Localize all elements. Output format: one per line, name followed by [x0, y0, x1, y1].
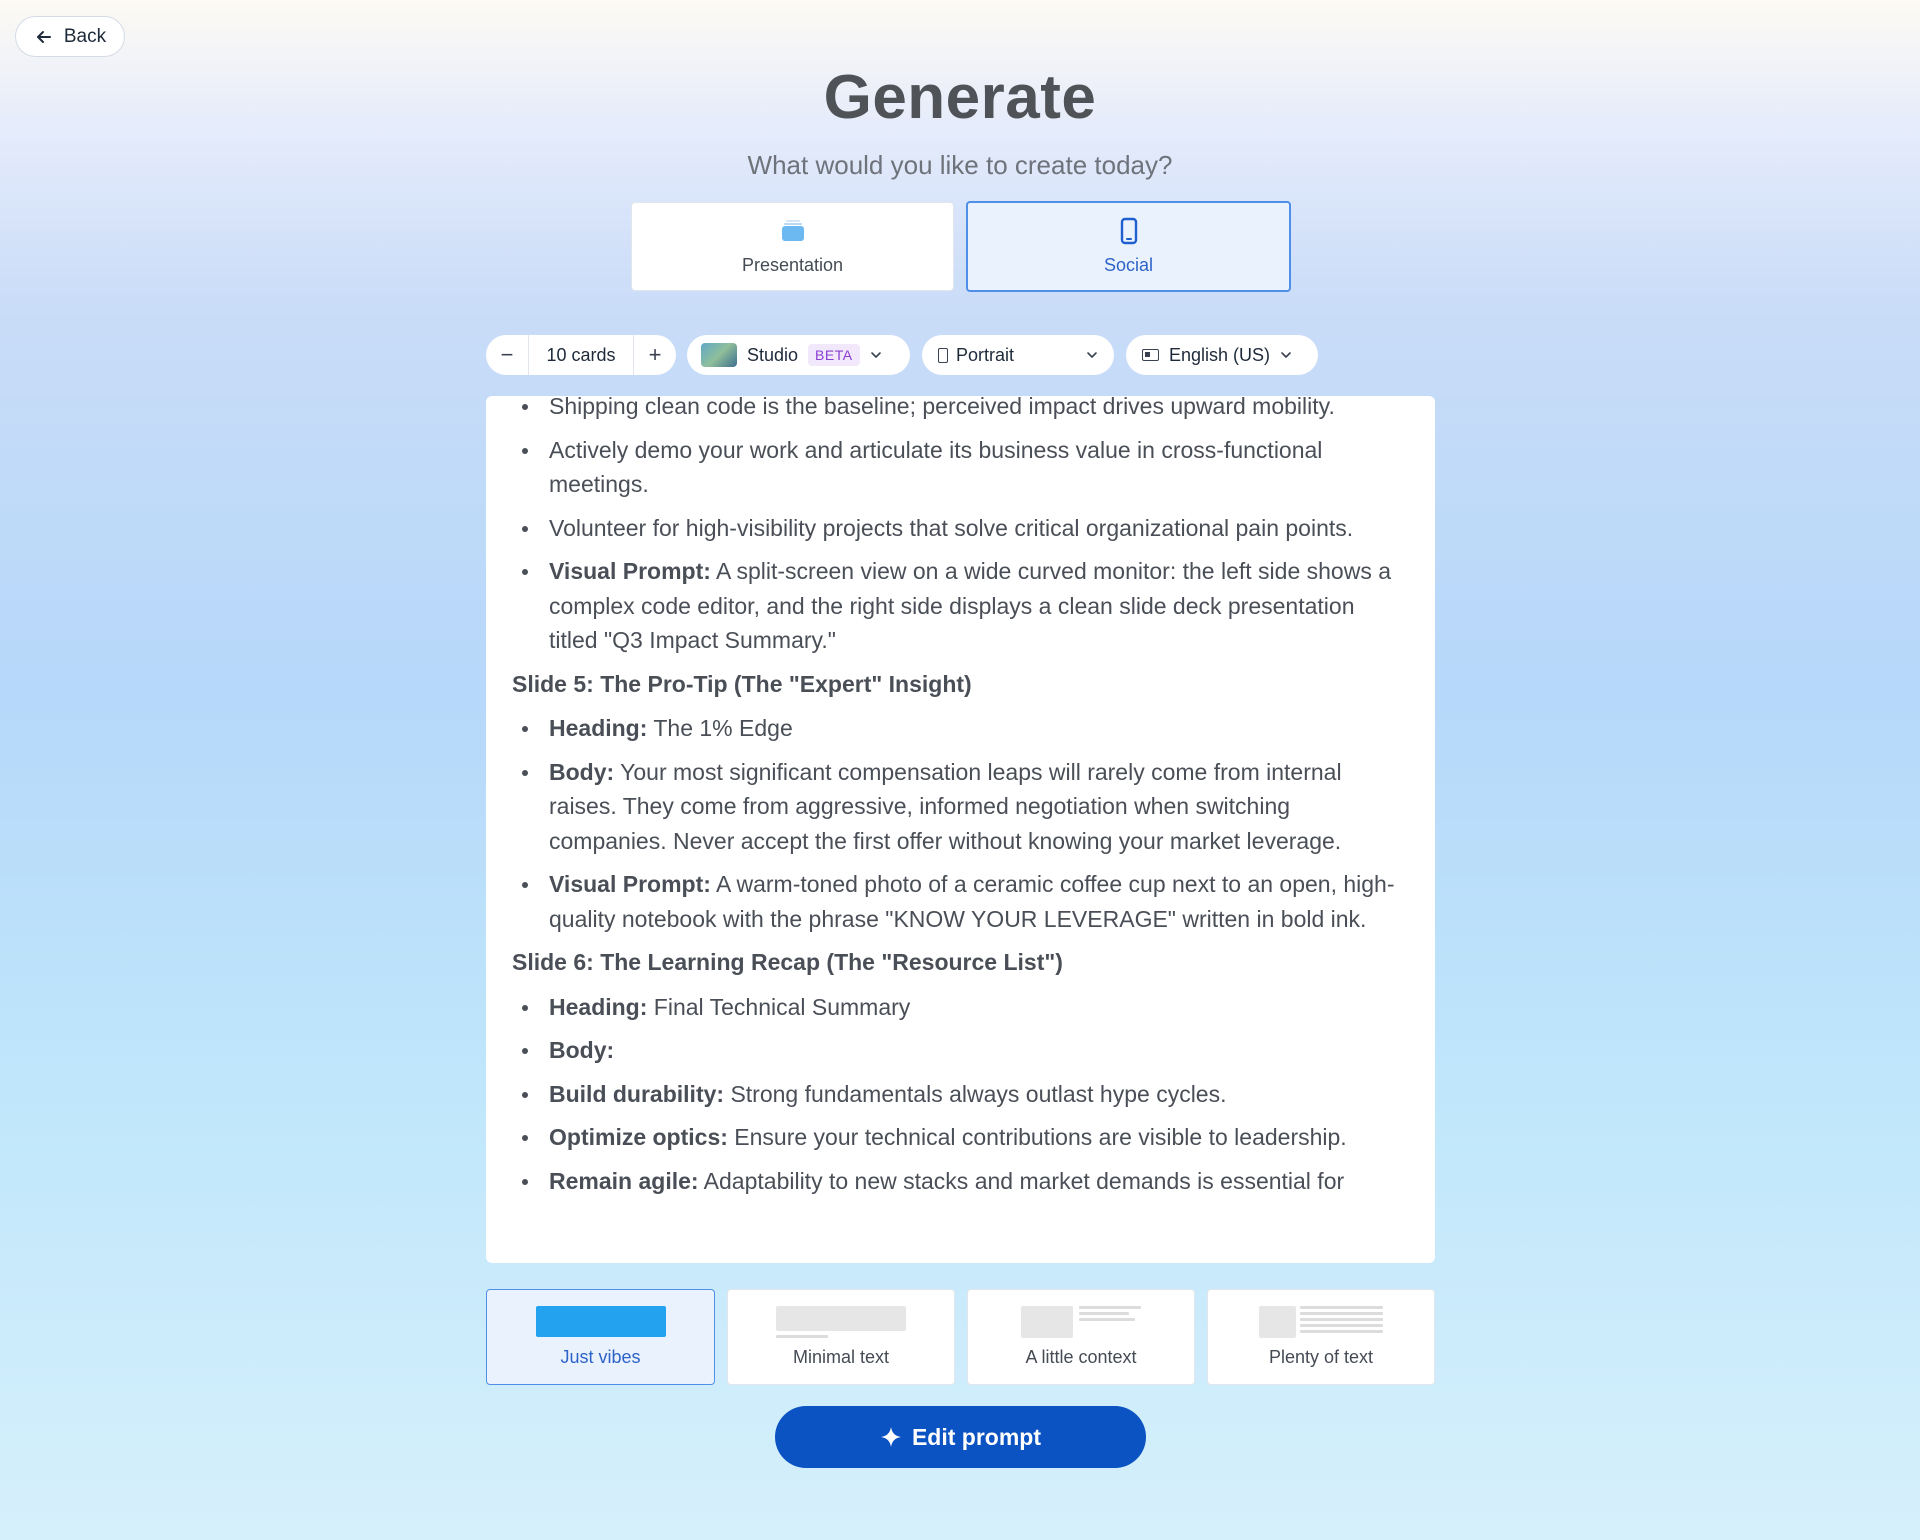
type-social-label: Social: [1103, 255, 1154, 275]
back-label: Back: [63, 25, 107, 47]
chevron-down-icon: [1086, 349, 1098, 361]
density-little-context-option[interactable]: [967, 1289, 1195, 1385]
plenty-of-text-preview: [1259, 1306, 1383, 1338]
language-icon: [1142, 349, 1159, 361]
format-label: Portrait: [956, 344, 1015, 365]
studio-thumbnail: [701, 343, 737, 367]
list-item: [512, 554, 1409, 658]
density-label: A little context: [1025, 1347, 1137, 1367]
portrait-icon: [938, 348, 948, 363]
arrow-left-icon: [34, 27, 54, 47]
item-text: Strong fundamentals always outlast hype cycles.: [724, 1080, 1227, 1107]
visual-prompt-label: Visual Prompt:: [549, 871, 711, 897]
minimal-text-preview: [776, 1306, 906, 1338]
sparkle-icon: [880, 1426, 902, 1448]
heading-text: Final Technical Summary: [647, 993, 911, 1020]
little-context-preview: [1021, 1306, 1141, 1338]
heading-text: The 1% Edge: [647, 715, 793, 741]
type-presentation-label: Presentation: [741, 255, 844, 275]
bullet-list: [512, 990, 1409, 1199]
card-count-stepper: [486, 335, 676, 375]
density-label: Minimal text: [792, 1347, 890, 1367]
density-label: Plenty of text: [1268, 1347, 1374, 1367]
phone-icon: [1115, 217, 1143, 245]
list-item: [512, 1164, 1409, 1199]
just-vibes-preview: [536, 1306, 666, 1338]
list-item: [512, 1033, 1409, 1068]
item-text: Adaptability to new stacks and market demands is essential for: [698, 1167, 1345, 1194]
visual-prompt-text: A split-screen view on a wide curved monitor: the left side shows a complex code editor, and the right side displays a clean slide deck presentation titled "Q3 Impact Summary.": [549, 558, 1391, 653]
back-button[interactable]: [15, 16, 125, 57]
beta-badge: BETA: [808, 344, 860, 366]
item-label: Optimize optics:: [549, 1124, 728, 1150]
visual-prompt-text: A warm-toned photo of a ceramic coffee cup next to an open, high-quality notebook with the phrase "KNOW YOUR LEVERAGE" written in bold ink.: [549, 871, 1395, 932]
density-plenty-of-text-option[interactable]: [1207, 1289, 1435, 1385]
type-social-option[interactable]: [966, 201, 1291, 292]
list-item: [512, 867, 1409, 936]
chevron-down-icon: [870, 349, 882, 361]
bullet-list: [512, 396, 1409, 658]
list-item: Volunteer for high-visibility projects that solve critical organizational pain points.: [512, 511, 1409, 546]
density-minimal-text-option[interactable]: [727, 1289, 955, 1385]
list-item: Actively demo your work and articulate its business value in cross-functional meetings.: [512, 433, 1409, 502]
card-count-value[interactable]: 10 cards: [528, 335, 634, 375]
studio-dropdown[interactable]: [687, 335, 910, 375]
slide-6-title: Slide 6: The Learning Recap (The "Resource List"): [512, 949, 1063, 975]
heading-label: Heading:: [549, 993, 648, 1020]
format-dropdown[interactable]: [922, 335, 1114, 375]
slide-5-title: Slide 5: The Pro-Tip (The "Expert" Insight): [512, 670, 972, 697]
decrement-button[interactable]: −: [500, 342, 514, 367]
item-label: Remain agile:: [549, 1167, 699, 1194]
body-label: Body:: [549, 1037, 615, 1063]
heading-label: Heading:: [549, 715, 648, 741]
list-item: [512, 1077, 1409, 1112]
edit-prompt-label: Edit prompt: [911, 1423, 1042, 1450]
density-label: Just vibes: [560, 1347, 641, 1367]
edit-prompt-button[interactable]: [775, 1406, 1146, 1468]
body-label: Body:: [549, 758, 615, 785]
type-presentation-option[interactable]: [631, 202, 954, 291]
list-item: [512, 755, 1409, 859]
item-label: Build durability:: [549, 1080, 725, 1107]
list-item: [512, 990, 1409, 1025]
list-item: [512, 1120, 1409, 1155]
list-item: [512, 711, 1409, 746]
chevron-down-icon: [1280, 349, 1292, 361]
language-label: English (US): [1169, 344, 1271, 365]
increment-button[interactable]: +: [648, 342, 662, 367]
studio-label: Studio: [747, 344, 799, 365]
bullet-list: [512, 711, 1409, 936]
page-subtitle: What would you like to create today?: [747, 150, 1173, 180]
presentation-icon: [779, 217, 807, 245]
prompt-content-area[interactable]: [486, 396, 1435, 1263]
item-text: Ensure your technical contributions are visible to leadership.: [727, 1124, 1347, 1150]
body-text: Your most significant compensation leaps will rarely come from internal raises. They come from aggressive, informed negotiation when switching companies. Never accept the first offer without knowing your market leverage.: [549, 758, 1342, 854]
list-item: Shipping clean code is the baseline; perceived impact drives upward mobility.: [512, 396, 1409, 424]
density-just-vibes-option[interactable]: [486, 1289, 715, 1385]
language-dropdown[interactable]: [1126, 335, 1318, 375]
visual-prompt-label: Visual Prompt:: [549, 558, 711, 584]
page-title: Generate: [823, 63, 1097, 132]
